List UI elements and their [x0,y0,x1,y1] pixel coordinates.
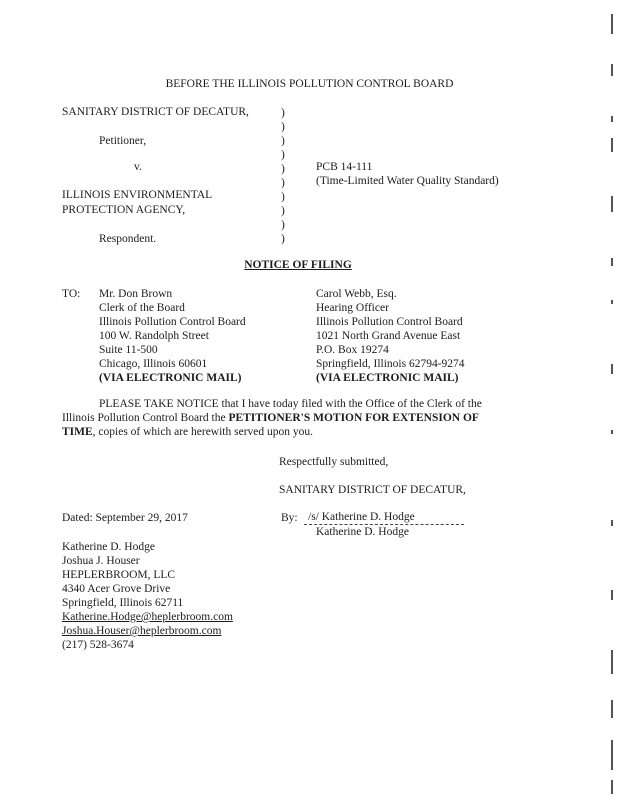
paren: ) [281,107,285,119]
recipient-right-via: (VIA ELECTRONIC MAIL) [316,372,459,384]
body-text: Illinois Pollution Control Board the [62,412,229,424]
scan-edge-artifact [603,0,615,800]
counsel-street: 4340 Acer Grove Drive [62,583,171,595]
paren: ) [281,219,285,231]
paren: ) [281,149,285,161]
counsel-city: Springfield, Illinois 62711 [62,597,184,609]
respectfully-submitted: Respectfully submitted, [279,456,389,468]
paren: ) [281,177,285,189]
email-link[interactable]: Katherine.Hodge@heplerbroom.com [62,611,233,623]
motion-title-end: TIME [62,426,93,438]
dated: Dated: September 29, 2017 [62,512,188,524]
counsel-name: Katherine D. Hodge [62,541,155,553]
respondent-line1: ILLINOIS ENVIRONMENTAL [62,189,213,201]
paren: ) [281,163,285,175]
petitioner-role: Petitioner, [99,135,147,147]
signature-line [304,511,464,525]
recipient-left-line: Suite 11-500 [99,344,158,356]
paren: ) [281,121,285,133]
paren: ) [281,191,285,203]
body-line: PLEASE TAKE NOTICE that I have today filed with the Office of the Clerk of the [99,398,482,410]
counsel-phone: (217) 528-3674 [62,639,134,651]
recipient-left-line: 100 W. Randolph Street [99,330,209,342]
body-text: , copies of which are herewith served upon you. [92,426,314,438]
document-title: NOTICE OF FILING [244,259,352,271]
petitioner-name: SANITARY DISTRICT OF DECATUR, [62,106,249,118]
recipient-right-line: 1021 North Grand Avenue East [316,330,461,342]
recipient-left-via: (VIA ELECTRONIC MAIL) [99,372,242,384]
recipient-left-line: Chicago, Illinois 60601 [99,358,208,370]
recipient-right-line: Springfield, Illinois 62794-9274 [316,358,465,370]
body-line [62,411,479,425]
paren: ) [281,135,285,147]
case-number: PCB 14-111 [316,161,373,173]
to-label: TO: [62,288,81,300]
case-type: (Time-Limited Water Quality Standard) [316,175,499,187]
submitting-party: SANITARY DISTRICT OF DECATUR, [279,484,466,496]
recipient-right-line: Illinois Pollution Control Board [316,316,463,328]
respondent-role: Respondent. [99,233,157,245]
paren: ) [281,205,285,217]
recipient-left-line: Illinois Pollution Control Board [99,316,246,328]
by-label: By: [281,512,298,524]
recipient-right-line: Carol Webb, Esq. [316,288,397,300]
recipient-right-line: P.O. Box 19274 [316,344,389,356]
recipient-right-line: Hearing Officer [316,302,389,314]
signer-name: Katherine D. Hodge [316,526,409,538]
counsel-name: Joshua J. Houser [62,555,140,567]
versus: v. [134,161,142,173]
paren: ) [281,233,285,245]
counsel-firm: HEPLERBROOM, LLC [62,569,176,581]
email-link[interactable]: Joshua.Houser@heplerbroom.com [62,625,222,637]
court-heading: BEFORE THE ILLINOIS POLLUTION CONTROL BOARD [165,78,454,90]
body-line [62,425,313,439]
respondent-line2: PROTECTION AGENCY, [62,204,186,216]
recipient-left-line: Clerk of the Board [99,302,185,314]
motion-title: PETITIONER'S MOTION FOR EXTENSION OF [228,412,479,424]
signature: /s/ Katherine D. Hodge [308,511,415,523]
recipient-left-line: Mr. Don Brown [99,288,173,300]
